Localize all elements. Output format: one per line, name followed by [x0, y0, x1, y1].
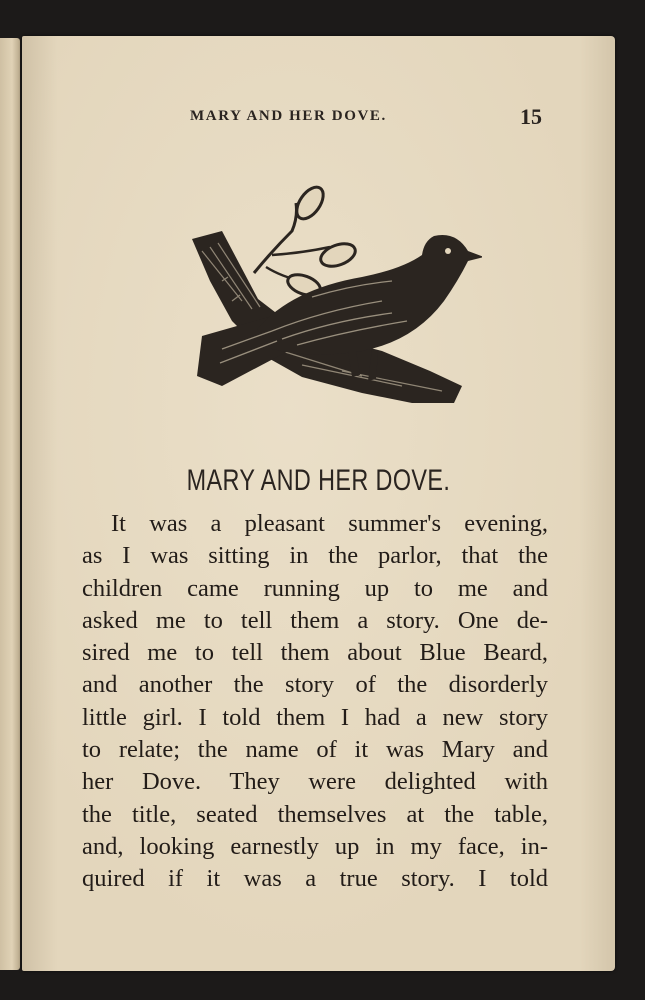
body-line: quired if it was a true story. I told: [82, 865, 548, 893]
body-line: It was a pleasant summer's evening,: [111, 510, 548, 537]
body-line: as I was sitting in the parlor, that the: [82, 542, 548, 570]
body-line: to relate; the name of it was Mary and: [82, 736, 548, 764]
body-text: [82, 508, 548, 896]
body-line: the title, seated themselves at the table,: [82, 800, 548, 828]
body-line: and another the story of the disorderly: [82, 671, 548, 699]
body-line: her Dove. They were delighted with: [82, 768, 548, 796]
chapter-title: MARY AND HER DOVE.: [186, 464, 451, 497]
book-page: [22, 36, 615, 971]
body-line: and, looking earnestly up in my face, in-: [82, 832, 548, 860]
body-line: children came running up to me and: [82, 574, 548, 602]
page-number: 15: [520, 104, 542, 129]
body-line: sired me to tell them about Blue Beard,: [82, 639, 548, 667]
previous-page-edge: [0, 38, 20, 970]
running-head: MARY AND HER DOVE.: [190, 108, 387, 124]
body-line: asked me to tell them a story. One de-: [82, 606, 548, 634]
dove-on-branch-icon: [162, 181, 482, 426]
body-line: little girl. I told them I had a new story: [82, 703, 548, 731]
